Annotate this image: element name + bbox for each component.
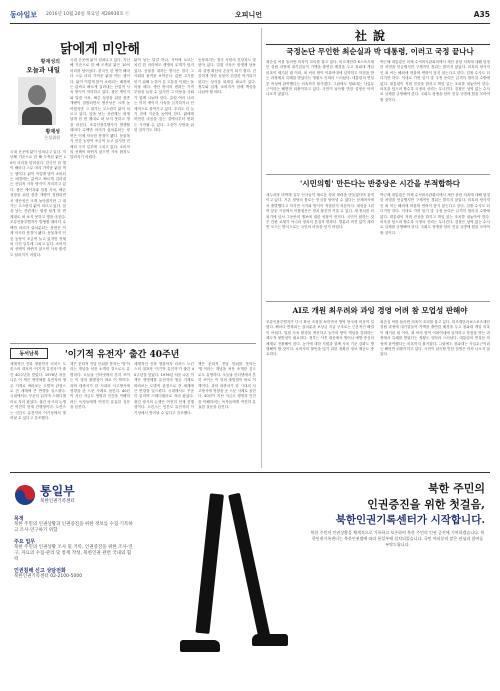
- book-body-3: 세계적인 진화 생물학자 리처드 도킨스의 대표작 '이기적 유전자'가 출간 40주년을 맞았다. 1976년 처음 나온 이 책은 생명체를 유전자의 생존 기계로 바라보는 도발적 관점으로 전 세계에 큰 반향을 일으켰다. 국내에서도 꾸준히 읽히며 스테디셀러로 자리 잡았다. 출간 당시의 논쟁은 여전히 현재 진행형이다. 도킨스는 인간도 유전자의 이기성에서 벗어날 수 있다고 강조했다.: [134, 362, 194, 415]
- editorial-body-2: 박근혜 대통령은 어제 수석비서관회의에서 재단 관련 의혹에 대해 엄정한 처벌을 언급했지만 구체적인 경위는 밝히지 않았다. 의혹의 당사자인 최 씨는 해외에 머물며 연락이 닿지 않는다고 한다. 검찰 수사도 더디기만 하다. 이대로 가면 임기 말 국정 동력은 급격히 떨어질 수밖에 없다. 대통령이 직접 진상을 밝히고 책임 있는 조치를 내놓아야 한다. 의혹을 덮으려 할수록 국정의 신뢰는 무너진다. 검찰은 성역 없는 수사로 실체를 규명해야 한다. 국회도 정쟁을 넘어 진실 규명에 힘을 모아야 할 것이다.: [380, 60, 490, 102]
- foot-right: [252, 634, 288, 646]
- column-body-1: 국내 곳곳에 닭이 넘쳐나고 있다. 지난해 기준으로 한 해 도축된 닭은 10억 마리를 넘어섰다. 한국인 한 명이 해마다 스무 마리 가까운 닭을 먹는 셈이다. 닭이 이렇게 많이 소비되는 배경에는 값싸고 빠르게 길러내는 산업적 사육 방식이 자리하고 있다. 좁은 케이지와 밀집 사육, 빠른 성장을 위한 품종 개량이 결합되면서 생산성은 크게 높아졌지만 그 대가는 고스란히 닭이 치르고 있다. 알을 낳는 산란계는 평생 날개 한 번 제대로 펴 보지 못하고 생을 마친다. 조류인플루엔자가 발생할 때마다 수백만 마리가 살처분되는 장면은 이제 익숙한 풍경이 됐다. 동물복지 인증 농장이 조금씩 늘고 있지만 전체의 극히 일부에 그치고 있다. 소비자의 선택이 바뀌지 않으면 사육 환경도 달라지기 어렵다.: [10, 150, 66, 257]
- ministry-logo: [14, 482, 124, 512]
- page-number: A35: [473, 10, 490, 19]
- tasks-title: 주요 업무: [14, 539, 36, 545]
- contact-title: 인권침해 신고 상담전화: [14, 568, 66, 574]
- editorial-headline-3: AI로 개원 최우려와 과잉 경영 어려 참 모업성 판해야: [292, 306, 468, 315]
- editorial-body-1: 최순실 씨를 둘러싼 의혹이 꼬리를 물고 있다. 미르재단과 K스포츠재단 설립 과정에 대기업들이 거액을 출연한 배경을 두고 청와대 개입 의혹이 제기된 데 이어, 최 씨의 딸이 이화여대에 입학하고 학점을 받는 과정에서 특혜를 받았다는 정황도 잇따라 드러났다. 대통령의 연설문 작성에 관여했다는 의혹까지 불거졌다. 그럼에도 청와대는 사실무근이라는 해명만 되풀이하고 있다. 국민이 납득할 만한 설명은 아직 나오지 않았다.: [266, 60, 374, 97]
- editorial-tag: 社說: [355, 29, 392, 43]
- issue-date: 2016년 10월 20일 목요일 제28930호 ⓒ: [46, 12, 130, 17]
- ministry-name: 통일부: [40, 484, 75, 498]
- editorial-body-4: 박근혜 대통령은 어제 수석비서관회의에서 재단 관련 의혹에 대해 엄정한 처벌을 언급했지만 구체적인 경위는 밝히지 않았다. 의혹의 당사자인 최 씨는 해외에 머물며 연락이 닿지 않는다고 한다. 검찰 수사도 더디기만 하다. 이대로 가면 임기 말 국정 동력은 급격히 떨어질 수밖에 없다. 대통령이 직접 진상을 밝히고 책임 있는 조치를 내놓아야 한다. 의혹을 덮으려 할수록 국정의 신뢰는 무너진다. 검찰은 성역 없는 수사로 실체를 규명해야 한다. 국회도 정쟁을 넘어 진실 규명에 힘을 모아야 할 것이다.: [380, 193, 490, 235]
- author-photo: [18, 77, 56, 125]
- column-body-2: 국내 곳곳에 닭이 넘쳐나고 있다. 지난해 기준으로 한 해 도축된 닭은 10억 마리를 넘어섰다. 한국인 한 명이 해마다 스무 마리 가까운 닭을 먹는 셈이다. 닭이 이렇게 많이 소비되는 배경에는 값싸고 빠르게 길러내는 산업적 사육 방식이 자리하고 있다. 좁은 케이지와 밀집 사육, 빠른 성장을 위한 품종 개량이 결합되면서 생산성은 크게 높아졌지만 그 대가는 고스란히 닭이 치르고 있다. 알을 낳는 산란계는 평생 날개 한 번 제대로 펴 보지 못하고 생을 마친다. 조류인플루엔자가 발생할 때마다 수백만 마리가 살처분되는 장면은 이제 익숙한 풍경이 됐다. 동물복지 인증 농장이 조금씩 늘고 있지만 전체의 극히 일부에 그치고 있다. 소비자의 선택이 바뀌지 않으면 사육 환경도 달라지기 어렵다.: [70, 58, 130, 160]
- column-body-3: 닭이 낳는 달걀 하나, 식탁에 오르는 치킨 한 마리에도 생명의 무게가 담겨 있다. 동물을 대하는 방식은 결국 그 사회의 품격을 보여준다. 값싼 고기를 얻기 위해 눈감아 온 고통을 이제는 돌아볼 때다. 생산 방식의 변화는 가격 부담을 늘릴 수 있지만 그 비용을 사회가 함께 나눠야 한다. 유럽 여러 나라는 이미 케이지 사육을 금지하거나 단계적으로 줄여가고 있다. 우리도 더 늦기 전에 기준을 높여야 한다. 닭에게 미안한 마음을 갖는 것에서부터 변화는 시작될 수 있다. 그것이 사람을 위한 길이기도 하다.: [134, 58, 194, 133]
- leg-left: [195, 493, 224, 634]
- ad-top-rule: [10, 472, 490, 473]
- taegeuk-icon: [14, 484, 36, 506]
- book-body-4: 책은 문화적 전달 단위를 뜻하는 '밈'이라는 개념을 처음 소개한 것으로도 유명하다. 오늘날 인터넷에서 흔히 쓰이는 이 말의 출발점이 바로 이 책이다. 과학 대중서가 한 시대의 사고방식에 영향을 준 드문 사례로 꼽힌다. 40년이 지난 지금도 생명과 인간을 이해하려는 독자들에게 여전히 유효한 질문을 던진다.: [198, 362, 256, 410]
- masthead: [10, 10, 490, 22]
- series-name-2: 오늘과 내일: [26, 66, 60, 74]
- column-body-4: 동물복지는 결국 사람의 건강과도 맞닿아 있다. 밀집 사육은 항생제 남용과 질병 확산의 온상이 되기 쉽다. 건강하게 자란 동물이 건강한 먹거리가 된다는 상식을 되새길 필요가 있다. 정부와 업계, 소비자가 함께 책임을 나눠야 할 때다.: [198, 58, 256, 95]
- ad-heading-1: 북한 주민의: [428, 482, 485, 495]
- column-divider: [261, 28, 262, 468]
- book-box-label: 동서남북: [10, 348, 48, 359]
- author-name: 황재성: [45, 129, 60, 135]
- tasks-text: 북한 주민의 인권상황 조사 및 기록, 인권증진을 위한 조사·연구, 자료의 수집·관리 및 통계 작성, 북한인권 관련 국내외 협력: [14, 545, 133, 562]
- author-title: 논설위원: [44, 135, 60, 140]
- ad-info: [14, 516, 134, 580]
- book-box-headline: '이기적 유전자' 출간 40주년: [65, 350, 180, 360]
- walking-legs-illustration: [140, 494, 310, 684]
- author-box: [10, 58, 60, 148]
- ad-heading-2: 인권증진을 위한 첫걸음,: [367, 498, 485, 511]
- editorial-rule-3: [266, 301, 490, 302]
- editorial-body-6: 최순실 씨를 둘러싼 의혹이 꼬리를 물고 있다. 미르재단과 K스포츠재단 설립 과정에 대기업들이 거액을 출연한 배경을 두고 청와대 개입 의혹이 제기된 데 이어, 최 씨의 딸이 이화여대에 입학하고 학점을 받는 과정에서 특혜를 받았다는 정황도 잇따라 드러났다. 대통령의 연설문 작성에 관여했다는 의혹까지 불거졌다. 그럼에도 청와대는 사실무근이라는 해명만 되풀이하고 있다. 국민이 납득할 만한 설명은 아직 나오지 않았다.: [380, 320, 490, 357]
- foot-left: [180, 640, 220, 652]
- leg-right: [228, 493, 271, 642]
- advertisement: [10, 474, 490, 684]
- ministry-sub: 북한인권기록센터: [40, 499, 75, 504]
- ad-description: 북한 주민의 인권상황을 체계적으로 기록하고 보존하여 북한 주민의 인권 증진에 기여하겠습니다. 북한인권기록센터는 북한인권법에 따라 통일부에 설치되었습니다. 국민 여러분의 많은 관심과 참여를 부탁드립니다.: [310, 530, 485, 548]
- section-title: 오피니언: [235, 11, 263, 19]
- editorial-headline-1: 국정논단 무인한 최순실과 박 대통령, 이러고 국정 끝나나: [286, 47, 474, 56]
- purpose-title: 목적: [14, 516, 24, 522]
- editorial-body-5: 조류인플루엔자가 다시 확산 조짐을 보이면서 방역 당국에 비상이 걸렸다. 해마다 반복되는 살처분과 보상금 지급 구조로는 근본적인 해결이 어렵다. 밀집 사육 환경을 개선하고 농가의 방역 책임을 강화하는 제도적 뒷받침이 필요하다. 정부는 사후 대응에서 벗어나 예방 중심의 체계로 전환해야 한다. 농가에 대한 지원과 함께 사육 기준 강화도 병행해야 할 것이다. 소비자의 불안을 덜기 위한 정확한 정보 제공도 중요하다.: [266, 320, 374, 357]
- series-name: 황재성의: [40, 59, 60, 65]
- book-box-rule: [10, 343, 256, 344]
- contact-text: 북한인권기록센터 02-2100-5000: [14, 574, 83, 579]
- book-body-1: 세계적인 진화 생물학자 리처드 도킨스의 대표작 '이기적 유전자'가 출간 40주년을 맞았다. 1976년 처음 나온 이 책은 생명체를 유전자의 생존 기계로 바라보는 도발적 관점으로 전 세계에 큰 반향을 일으켰다. 국내에서도 꾸준히 읽히며 스테디셀러로 자리 잡았다. 출간 당시의 논쟁은 여전히 현재 진행형이다. 도킨스는 인간도 유전자의 이기성에서 벗어날 수 있다고 강조했다.: [10, 362, 66, 421]
- editorial-body-3: 새누리당 비박계 일부 인사들이 새로운 정치 세력을 만들겠다며 움직이고 있다. 기존 정당의 틀로는 민심을 담아낼 수 없다는 문제의식에서 출발했다고 하지만 시기와 방식이 적절한지 의문이다. 대선을 1년여 앞둔 시점에서 이합집산은 정치 불신만 키울 수 있다. 새 정치를 외치기에 앞서 그동안의 행보에 대한 성찰이 먼저다. 국민이 원하는 것은 간판 교체가 아니라 정치의 본질적 변화다. 명분과 비전 없이 세력만 모으는 방식으로는 국민의 마음을 얻기 어렵다.: [266, 193, 374, 230]
- newspaper-logo: 동아일보: [10, 11, 38, 19]
- purpose-text: 북한 주민의 인권상황과 인권증진을 위한 정보를 수집·기록하고 조사·연구하기 위함: [14, 522, 133, 533]
- editorial-rule: [266, 44, 490, 45]
- ad-heading-3: 북한인권기록센터가 시작합니다.: [335, 514, 485, 526]
- masthead-rule: [10, 23, 490, 24]
- column-headline: 닭에게 미안해: [60, 42, 140, 57]
- book-body-2: 책은 문화적 전달 단위를 뜻하는 '밈'이라는 개념을 처음 소개한 것으로도 유명하다. 오늘날 인터넷에서 흔히 쓰이는 이 말의 출발점이 바로 이 책이다. 과학 대중서가 한 시대의 사고방식에 영향을 준 드문 사례로 꼽힌다. 40년이 지난 지금도 생명과 인간을 이해하려는 독자들에게 여전히 유효한 질문을 던진다.: [70, 362, 130, 410]
- editorial-rule-2: [266, 174, 490, 175]
- editorial-headline-2: '시민의힘' 만든다는 반중당은 시간을 부적합하다: [300, 179, 460, 188]
